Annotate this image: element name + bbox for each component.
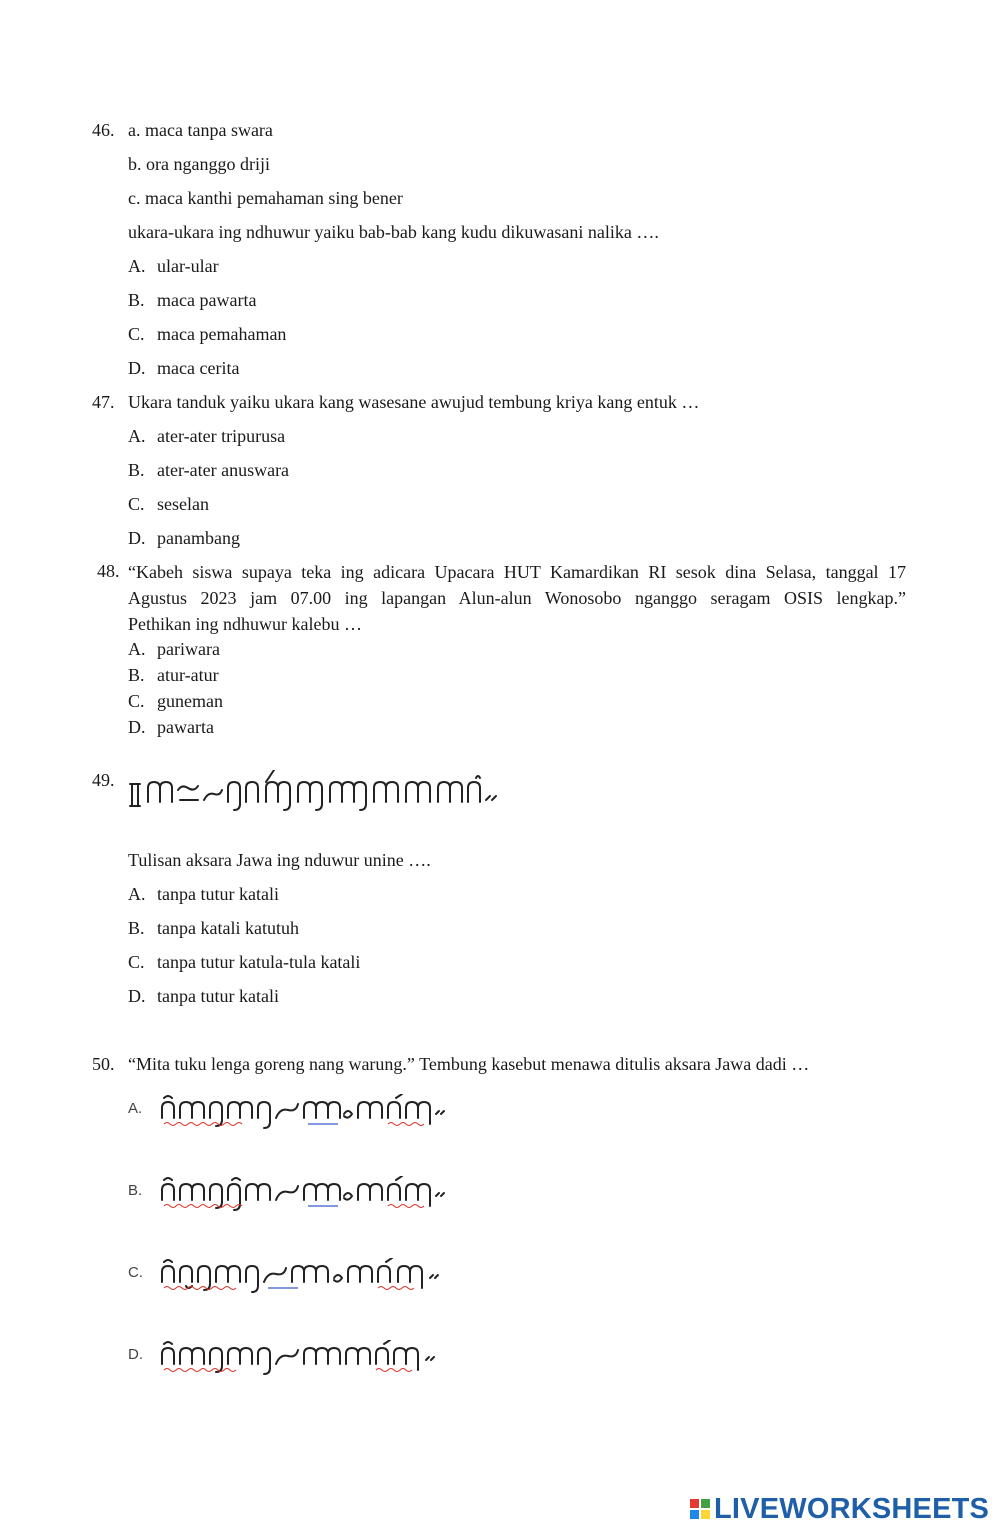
logo-square-green <box>701 1499 710 1508</box>
option-text: tanpa tutur katula-tula katali <box>157 952 361 972</box>
logo-square-blue <box>690 1510 699 1519</box>
option-d[interactable] <box>128 986 279 1007</box>
option-letter: A. <box>128 256 146 276</box>
option-b[interactable] <box>128 918 299 939</box>
option-letter: D. <box>128 528 146 548</box>
option-d[interactable] <box>128 528 240 549</box>
option-letter: B. <box>128 918 145 938</box>
option-letter: D. <box>128 358 146 378</box>
option-text: guneman <box>157 691 223 711</box>
javanese-script-option-c <box>158 1258 448 1298</box>
statement-a: a. maca tanpa swara <box>128 120 273 140</box>
statement-b: b. ora nganggo driji <box>128 154 270 174</box>
option-letter: A. <box>128 426 146 446</box>
option-text: tanpa tutur katali <box>157 884 279 904</box>
option-text: maca cerita <box>157 358 240 378</box>
option-text: panambang <box>157 528 240 548</box>
option-a[interactable] <box>128 256 219 277</box>
question-line: Pethikan ing ndhuwur kalebu … <box>128 614 362 634</box>
option-letter: D. <box>128 1346 143 1363</box>
option-b[interactable] <box>128 290 256 311</box>
option-letter: B. <box>128 1182 143 1199</box>
option-b[interactable] <box>128 460 289 481</box>
javanese-script-option-d <box>158 1340 448 1380</box>
option-a[interactable] <box>128 639 220 660</box>
option-text: seselan <box>157 494 209 514</box>
option-text: atur-atur <box>157 665 219 685</box>
option-letter: A. <box>128 1100 143 1117</box>
option-a[interactable] <box>128 884 279 905</box>
option-text: ater-ater tripurusa <box>157 426 286 446</box>
liveworksheets-logo <box>690 1494 989 1524</box>
option-c[interactable] <box>128 494 209 515</box>
question-number: 49. <box>92 770 115 790</box>
question-number: 50. <box>92 1054 115 1074</box>
option-text: ater-ater anuswara <box>157 460 290 480</box>
option-letter: C. <box>128 494 145 514</box>
logo-icon <box>690 1499 710 1519</box>
logo-text: LIVEWORKSHEETS <box>714 1492 990 1525</box>
option-letter: A. <box>128 639 146 659</box>
question-text: Tulisan aksara Jawa ing nduwur unine …. <box>128 850 431 870</box>
question-number: 46. <box>92 120 115 140</box>
option-text: tanpa katali katutuh <box>157 918 299 938</box>
option-letter: B. <box>128 290 145 310</box>
option-text: pariwara <box>157 639 220 659</box>
javanese-script-option-a <box>158 1094 448 1134</box>
statement-c: c. maca kanthi pemahaman sing bener <box>128 188 403 208</box>
option-c[interactable] <box>128 324 286 345</box>
logo-square-yellow <box>701 1510 710 1519</box>
option-letter: C. <box>128 324 145 344</box>
option-letter: D. <box>128 986 146 1006</box>
option-text: ular-ular <box>157 256 219 276</box>
logo-square-red <box>690 1499 699 1508</box>
option-letter: C. <box>128 1264 143 1281</box>
question-text <box>128 559 906 637</box>
question-number: 48. <box>97 561 120 581</box>
question-line: Agustus 2023 jam 07.00 ing lapangan Alun-alun Wonosobo nganggo seragam OSIS lengkap.” <box>128 588 906 608</box>
option-c[interactable] <box>128 952 360 973</box>
option-letter: D. <box>128 717 146 737</box>
option-d[interactable] <box>128 358 239 379</box>
javanese-script-image <box>128 770 498 816</box>
option-d[interactable] <box>128 717 214 738</box>
option-c[interactable] <box>128 691 223 712</box>
question-line: “Kabeh siswa supaya teka ing adicara Upacara HUT Kamardikan RI sesok dina Selasa, tanggal 17 <box>128 562 906 582</box>
javanese-script-option-b <box>158 1176 448 1216</box>
option-text: pawarta <box>157 717 214 737</box>
question-text: Ukara tanduk yaiku ukara kang wasesane awujud tembung kriya kang entuk … <box>128 392 700 412</box>
option-a[interactable] <box>128 426 285 447</box>
option-letter: B. <box>128 460 145 480</box>
option-letter: B. <box>128 665 145 685</box>
question-text: ukara-ukara ing ndhuwur yaiku bab-bab kang kudu dikuwasani nalika …. <box>128 222 659 242</box>
option-text: maca pawarta <box>157 290 257 310</box>
option-letter: C. <box>128 691 145 711</box>
question-text: “Mita tuku lenga goreng nang warung.” Tembung kasebut menawa ditulis aksara Jawa dadi … <box>128 1054 810 1074</box>
option-letter: C. <box>128 952 145 972</box>
option-text: maca pemahaman <box>157 324 287 344</box>
question-number: 47. <box>92 392 115 412</box>
option-letter: A. <box>128 884 146 904</box>
option-text: tanpa tutur katali <box>157 986 279 1006</box>
option-b[interactable] <box>128 665 219 686</box>
